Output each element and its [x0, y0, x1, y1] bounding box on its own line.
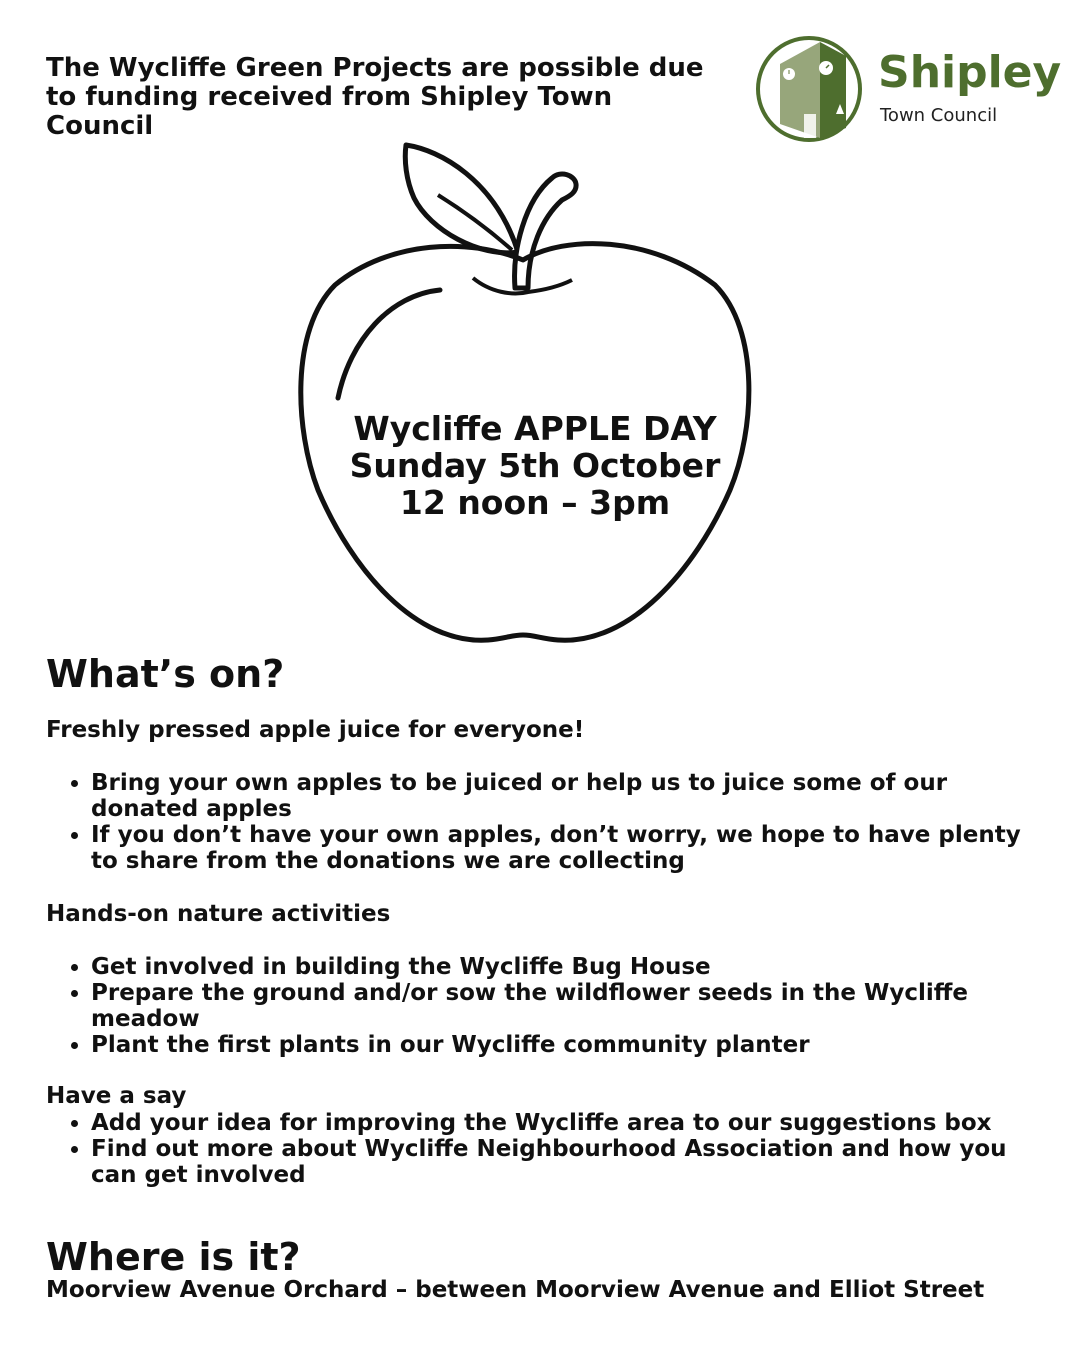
event-date: Sunday 5th October — [349, 446, 721, 485]
location-text: Moorview Avenue Orchard – between Moorview Avenue and Elliot Street — [46, 1277, 985, 1303]
whats-on-heading: What’s on? — [46, 652, 285, 696]
list-item: • If you don’t have your own apples, don’t worry, we hope to have plenty to share from the donations we are collecting — [91, 822, 1036, 874]
list-item: • Find out more about Wycliffe Neighbourhood Association and how you can get involved — [91, 1136, 1036, 1188]
section-title-juice: Freshly pressed apple juice for everyone! — [46, 717, 585, 743]
event-details — [330, 410, 740, 521]
funding-note: The Wycliffe Green Projects are possible due to funding received from Shipley Town Council — [46, 53, 704, 141]
logo-subtitle: Town Council — [880, 105, 998, 126]
apple-icon — [290, 140, 760, 650]
list-item: • Bring your own apples to be juiced or help us to juice some of our donated apples — [91, 770, 1036, 822]
list-item: • Add your idea for improving the Wycliffe area to our suggestions box — [91, 1110, 1036, 1136]
list-item: • Plant the first plants in our Wycliffe community planter — [91, 1032, 1036, 1058]
list-item: • Prepare the ground and/or sow the wildflower seeds in the Wycliffe meadow — [91, 980, 1036, 1032]
event-title: Wycliffe APPLE DAY — [353, 409, 717, 448]
list-item: • Get involved in building the Wycliffe Bug House — [91, 954, 1036, 980]
section-title-have-a-say: Have a say — [46, 1083, 187, 1109]
nature-list — [46, 954, 1036, 1058]
have-a-say-list — [46, 1110, 1036, 1188]
event-time: 12 noon – 3pm — [399, 483, 671, 522]
clock-tower-icon — [754, 34, 864, 144]
logo-name: Shipley — [878, 47, 1062, 98]
where-heading: Where is it? — [46, 1235, 301, 1279]
section-title-nature: Hands-on nature activities — [46, 901, 391, 927]
shipley-town-council-logo — [754, 34, 1062, 144]
juice-list — [46, 770, 1036, 874]
activities-content — [46, 716, 1036, 1188]
